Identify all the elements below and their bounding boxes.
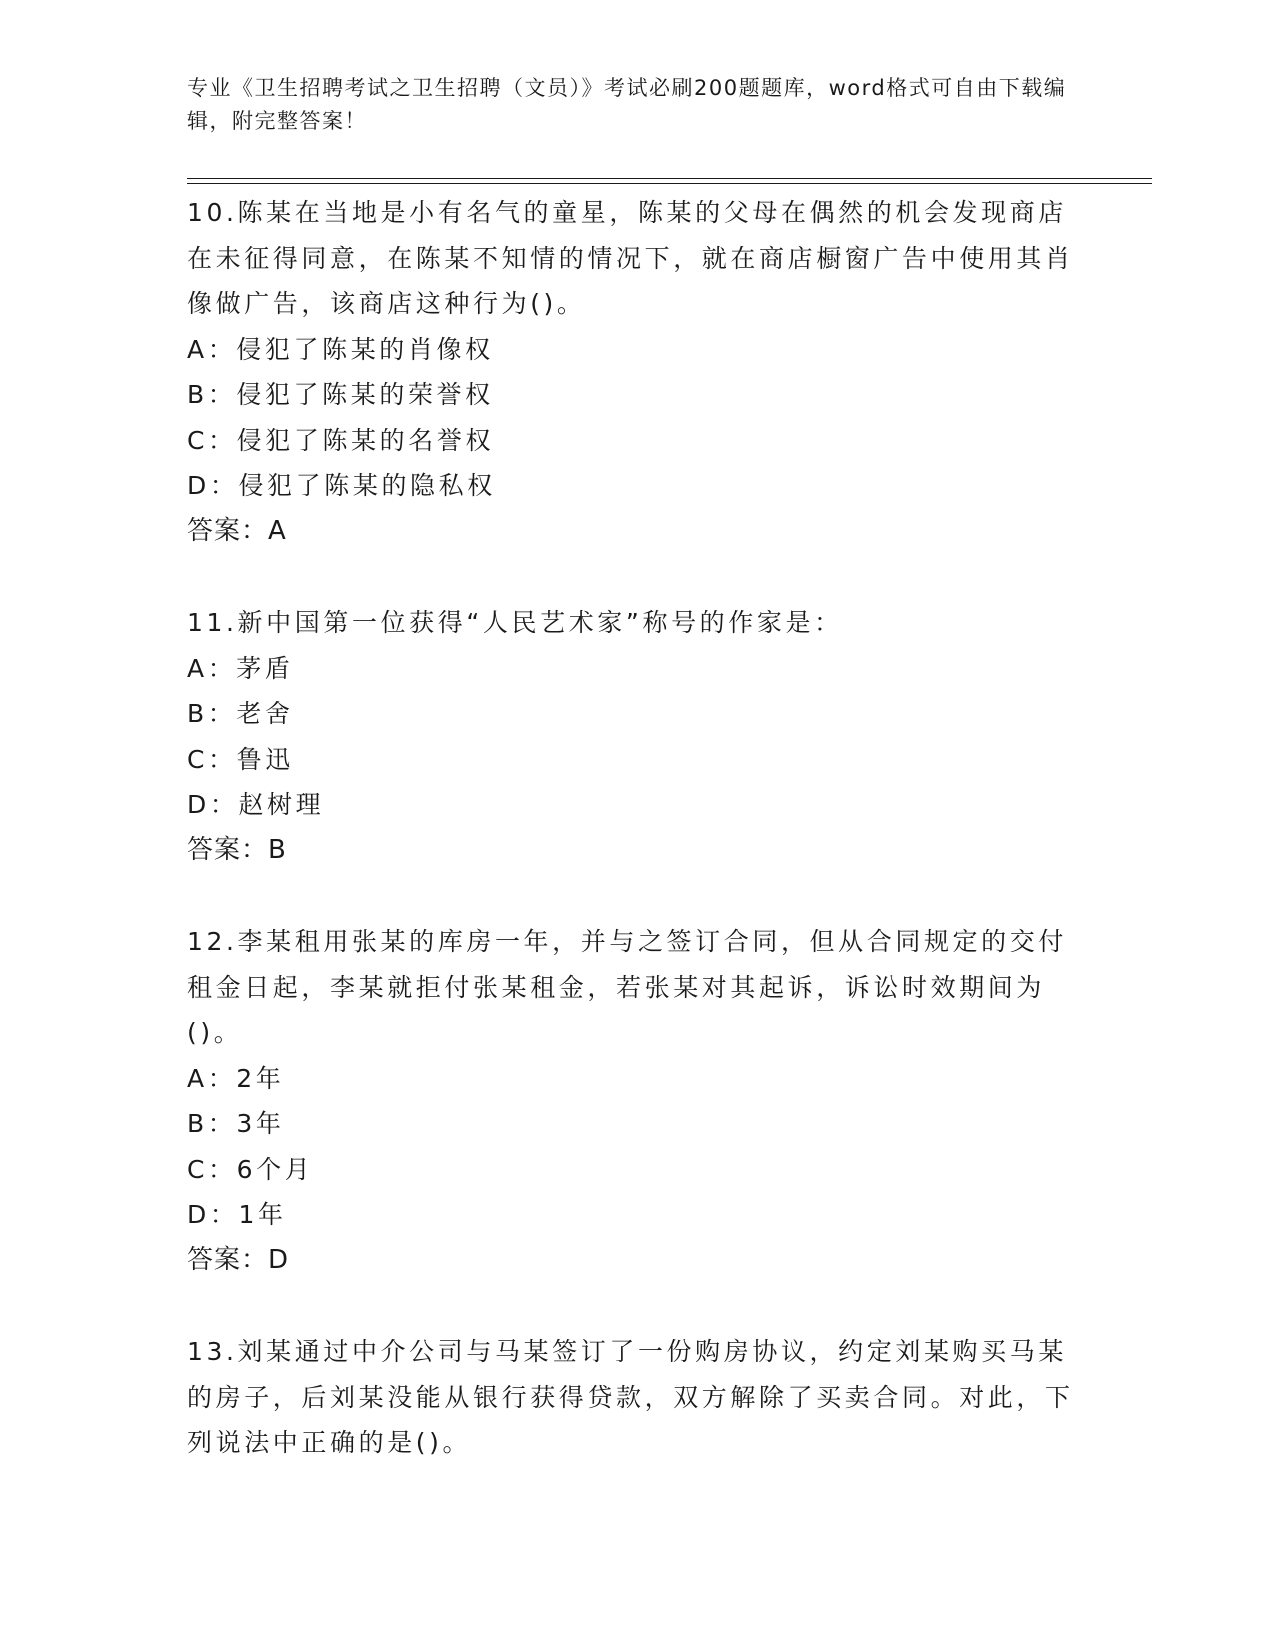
option-a: A：2年 xyxy=(187,1063,285,1093)
option-d: D：1年 xyxy=(187,1200,287,1229)
option-c: C：鲁迅 xyxy=(187,744,294,774)
option-a: A：茅盾 xyxy=(187,653,294,683)
option-c: C：6个月 xyxy=(187,1154,314,1184)
document-header xyxy=(187,72,1067,138)
answer-line: 答案：B xyxy=(187,834,287,865)
header-intro-text: 专业《卫生招聘考试之卫生招聘（文员）》考试必刷200题题库，word格式可自由下载编辑，附完整答案！ xyxy=(187,76,1067,133)
option-a: A：侵犯了陈某的肖像权 xyxy=(187,334,494,364)
header-divider-top xyxy=(187,178,1152,179)
option-b: B：老舍 xyxy=(187,699,294,728)
question-stem: 12.李某租用张某的库房一年，并与之签订合同，但从合同规定的交付租金日起，李某就拒付张某租金，若张某对其起诉，诉讼时效期间为()。 xyxy=(187,927,1067,1047)
option-c: C：侵犯了陈某的名誉权 xyxy=(187,425,495,455)
header-divider-bottom xyxy=(187,183,1152,184)
question-stem: 11.新中国第一位获得“人民艺术家”称号的作家是： xyxy=(187,608,843,637)
question-list xyxy=(187,190,1087,1466)
answer-line: 答案：D xyxy=(187,1244,290,1275)
option-b: B：侵犯了陈某的荣誉权 xyxy=(187,380,494,409)
question-12 xyxy=(187,919,1087,1283)
question-stem: 10.陈某在当地是小有名气的童星，陈某的父母在偶然的机会发现商店在未征得同意，在陈某不知情的情况下，就在商店橱窗广告中使用其肖像做广告，该商店这种行为()。 xyxy=(187,198,1074,318)
question-13 xyxy=(187,1329,1087,1466)
question-10 xyxy=(187,190,1087,554)
question-stem: 13.刘某通过中介公司与马某签订了一份购房协议，约定刘某购买马某的房子，后刘某没能从银行获得贷款，双方解除了买卖合同。对此，下列说法中正确的是()。 xyxy=(187,1337,1074,1457)
option-d: D：赵树理 xyxy=(187,790,325,819)
answer-line: 答案：A xyxy=(187,515,287,546)
option-b: B：3年 xyxy=(187,1109,285,1138)
question-11 xyxy=(187,600,1087,873)
option-d: D：侵犯了陈某的隐私权 xyxy=(187,471,496,500)
